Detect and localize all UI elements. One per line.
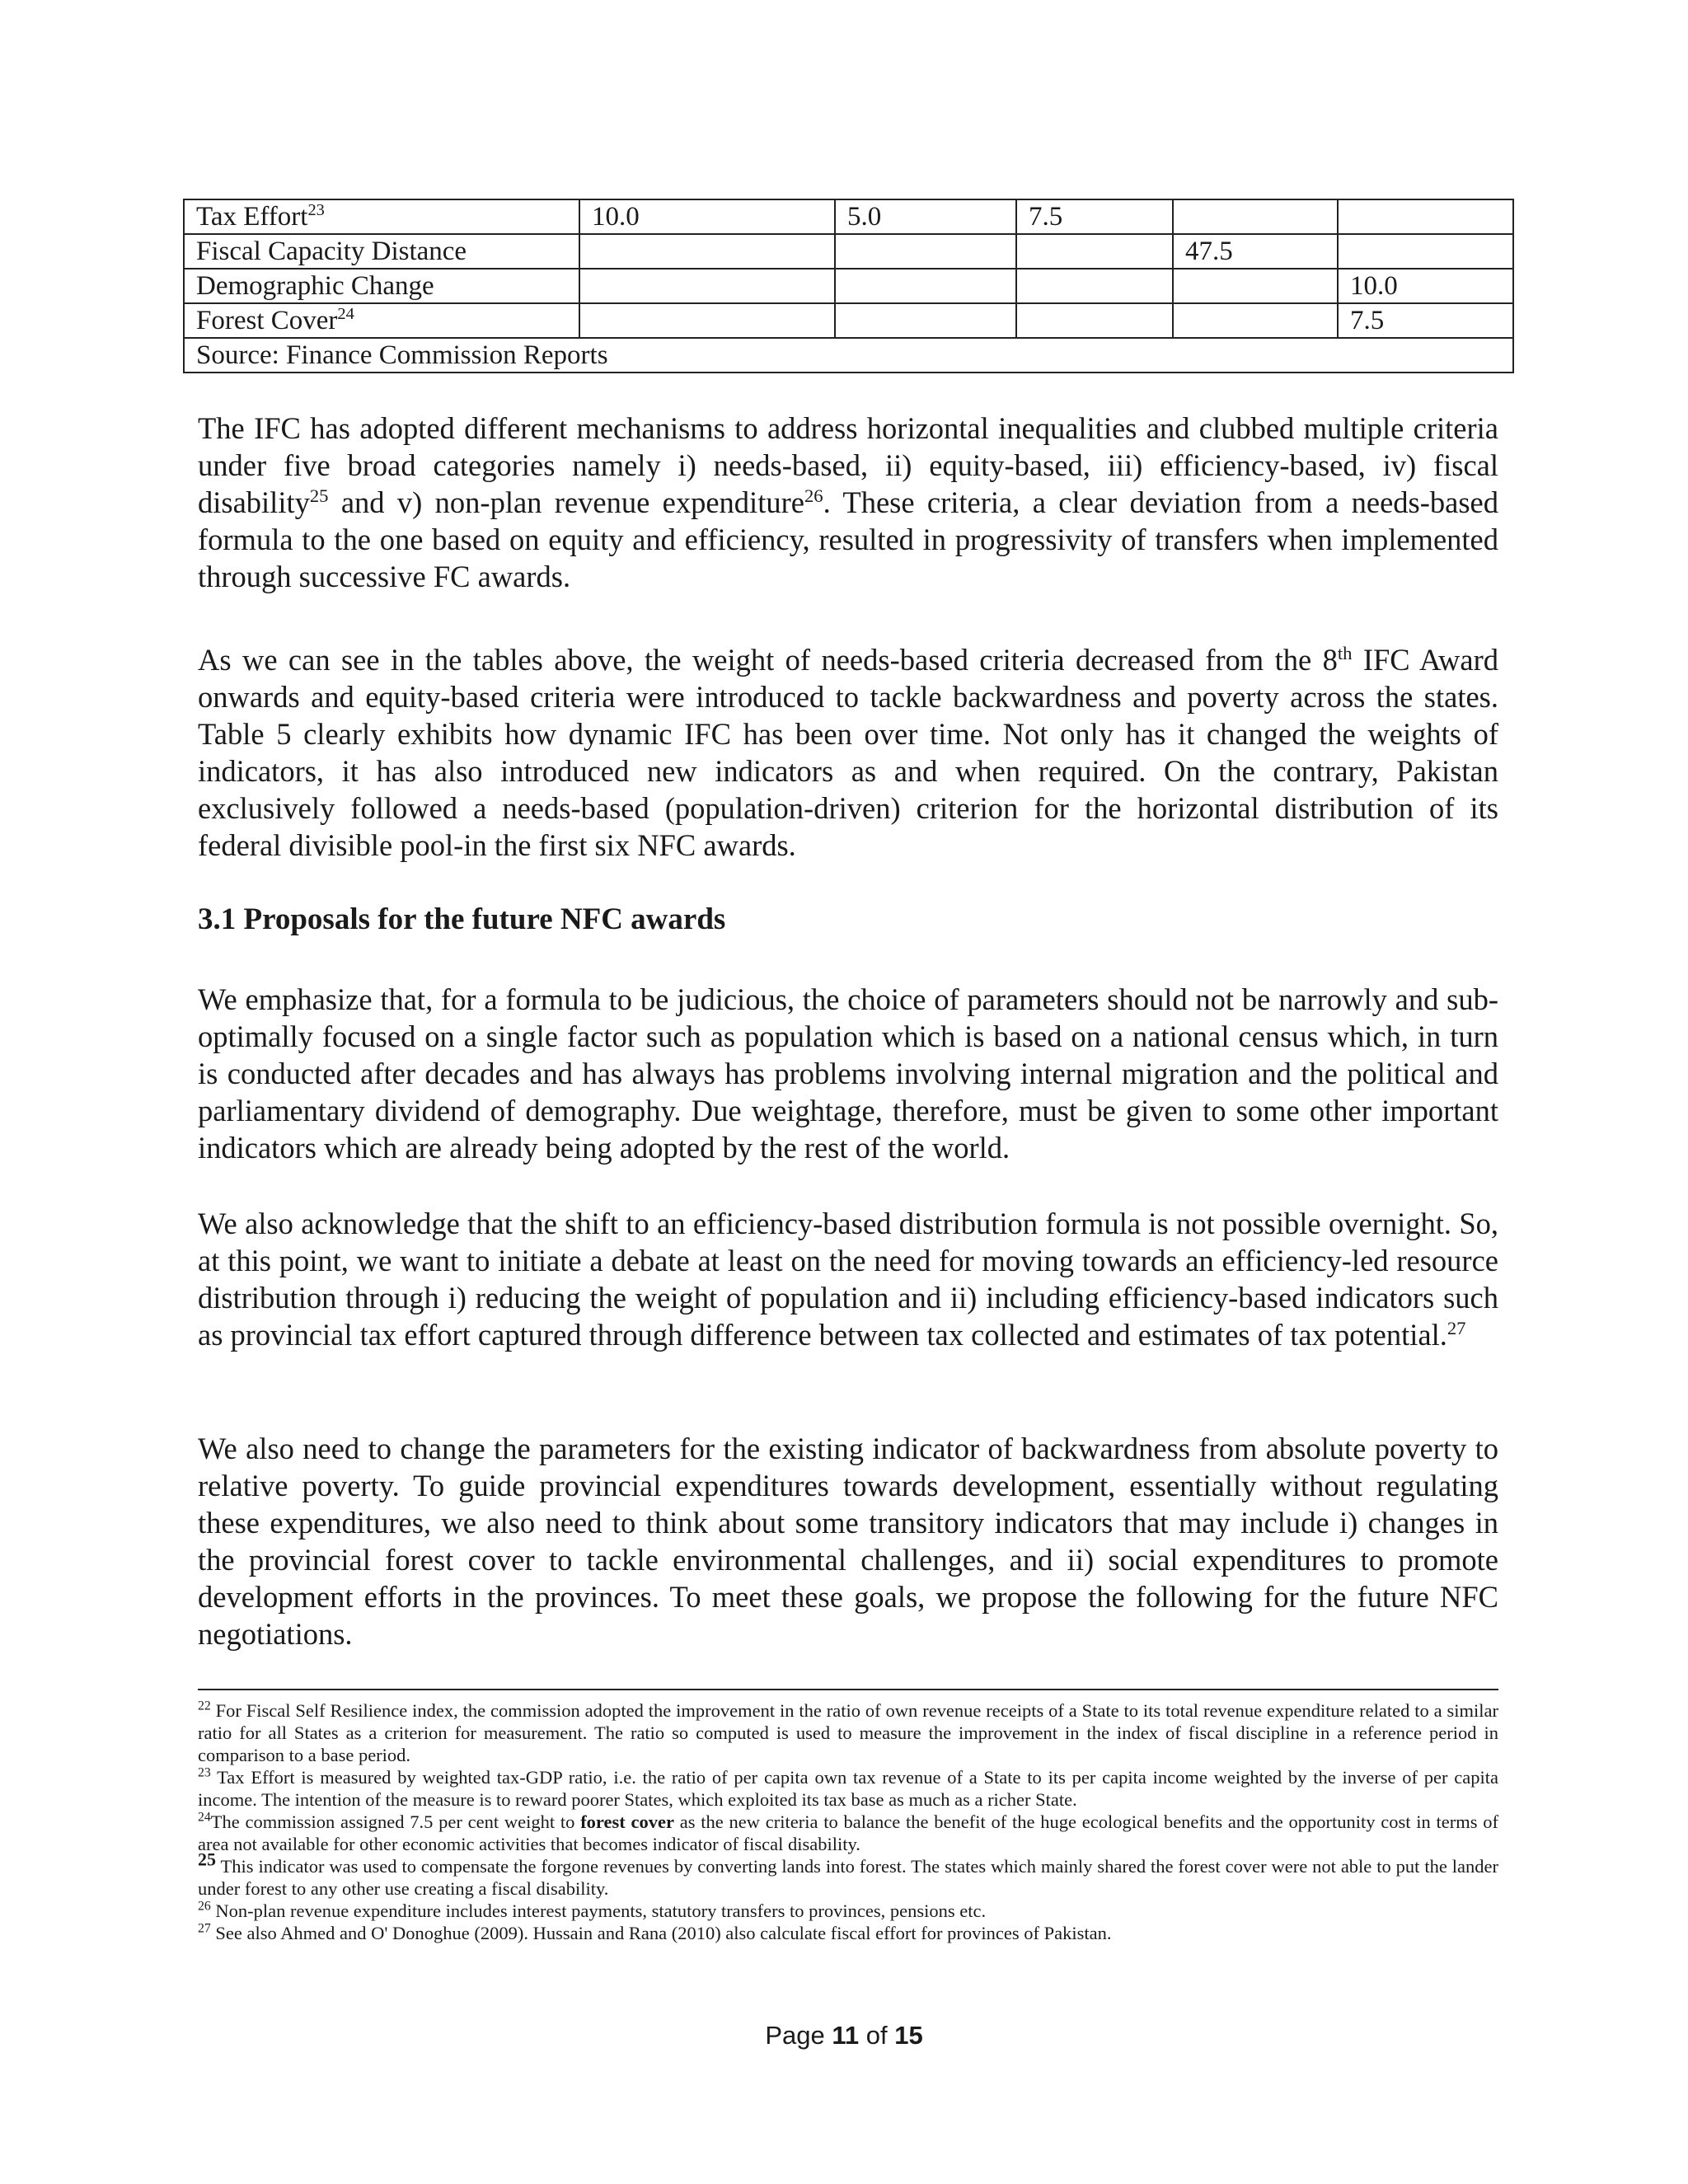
table-cell: 10.0 — [1338, 269, 1513, 303]
footnote-ref: 23 — [307, 201, 325, 219]
table-cell: 5.0 — [835, 199, 1016, 234]
table-cell — [1016, 234, 1173, 269]
table-cell: 10.0 — [579, 199, 835, 234]
table-cell — [835, 234, 1016, 269]
footnote: $^{23}$ Tax Effort is measured by weighted tax-GDP ratio, i.e. the ratio of per capita own tax revenue of a State to its per capita income weighted by the inverse of per capita income. The intention of the measure is to reward poorer States, which exploited its tax base as much as a richer State. — [198, 1765, 1498, 1810]
table-row-label: Fiscal Capacity Distance — [184, 234, 579, 269]
table-cell — [1173, 269, 1338, 303]
footnote-ref: 24 — [337, 305, 354, 323]
footnote-ref: 26 — [804, 485, 823, 506]
footnote: $^{26}$ Non-plan revenue expenditure includes interest payments, statutory transfers to provinces, pensions etc. — [198, 1899, 987, 1921]
footnote: $^{22}$ For Fiscal Self Resilience index, the commission adopted the improvement in the ratio of own revenue receipts of a State to its total revenue expenditure related to a similar ratio for all States as a criterion for measurement. The ratio so computed is used to measure the improvement in the index of fiscal discipline in a reference period in comparison to a base period. — [198, 1699, 1498, 1765]
table-cell — [579, 269, 835, 303]
table-row — [184, 234, 1513, 269]
table-cell — [1338, 199, 1513, 234]
table-row-label: Tax Effort$^{23}$ — [184, 199, 579, 234]
table-cell — [1016, 269, 1173, 303]
paragraph-formula-judicious: We emphasize that, for a formula to be judicious, the choice of parameters should not be narrowly and sub-optimally focused on a single factor such as population which is based on a national census which, in turn is conducted after decades and has always has problems involving internal migration and the political and parliamentary dividend of demography. Due weightage, therefore, must be given to some other important indicators which are already being adopted by the rest of the world. — [198, 982, 1498, 1165]
table-source-row — [184, 338, 1513, 373]
footnote-divider — [198, 1689, 1498, 1690]
table-cell — [1173, 199, 1338, 234]
table-cell — [835, 269, 1016, 303]
footnote-ref: 27 — [1447, 1317, 1466, 1338]
paragraph-efficiency-shift: We also acknowledge that the shift to an efficiency-based distribution formula is not possible overnight. So, at this point, we want to initiate a debate at least on the need for moving towards an efficiency-led resource distribution through i) reducing the weight of population and ii) including efficiency-based indicators such as provincial tax effort captured through difference between tax collected and estimates of tax potential.$^{27}$ — [198, 1207, 1498, 1352]
section-heading: 3.1 Proposals for the future NFC awards — [198, 902, 726, 936]
footnotes — [198, 1699, 1498, 1944]
paragraph-tables-above: As we can see in the tables above, the weight of needs-based criteria decreased from the 8th IFC Award onwards and equity-based criteria were introduced to tackle backwardness and poverty across the states. Table 5 clearly exhibits how dynamic IFC has been over time. Not only has it changed the weights of indicators, it has also introduced new indicators as and when required. On the contrary, Pakistan exclusively followed a needs-based (population-driven) criterion for the horizontal distribution of its federal divisible pool-in the first six NFC awards. — [198, 642, 1498, 862]
table-cell — [1173, 303, 1338, 338]
table-cell — [1016, 303, 1173, 338]
table-cell — [835, 303, 1016, 338]
footnote: $^{24}$The commission assigned 7.5 per cent weight to forest cover as the new criteria to balance the benefit of the huge ecological benefits and the opportunity cost in terms of area not available for other economic activities that becomes indicator of fiscal disability. — [198, 1810, 1498, 1854]
table-row — [184, 269, 1513, 303]
table-row-label: Demographic Change — [184, 269, 579, 303]
criteria-weights-table — [183, 199, 1514, 373]
table-cell — [579, 234, 835, 269]
table-cell — [1338, 234, 1513, 269]
table-cell: 7.5 — [1016, 199, 1173, 234]
table-source: Source: Finance Commission Reports — [184, 338, 1513, 373]
paragraph-ifc-mechanisms: The IFC has adopted different mechanisms to address horizontal inequalities and clubbed multiple criteria under five broad categories namely i) needs-based, ii) equity-based, iii) efficiency-based, iv) fiscal disability$^{25}$ and v) non-plan revenue expenditure$^{26}$. These criteria, a clear deviation from a needs-based formula to the one based on equity and efficiency, resulted in progressivity of transfers when implemented through successive FC awards. — [198, 411, 1498, 593]
table-row — [184, 199, 1513, 234]
table-row — [184, 303, 1513, 338]
table-cell: 7.5 — [1338, 303, 1513, 338]
table-cell — [579, 303, 835, 338]
table-cell: 47.5 — [1173, 234, 1338, 269]
page-number: Page 11 of 15 — [765, 2021, 923, 2050]
ordinal-suffix: th — [1337, 642, 1353, 663]
footnote-ref: 25 — [309, 485, 329, 506]
table-row-label: Forest Cover$^{24}$ — [184, 303, 579, 338]
footnote: $^{27}$ See also Ahmed and O' Donoghue (2009). Hussain and Rana (2010) also calculate fiscal effort for provinces of Pakistan. — [198, 1921, 1112, 1943]
paragraph-backwardness: We also need to change the parameters for the existing indicator of backwardness from absolute poverty to relative poverty. To guide provincial expenditures towards development, essentially without regulating these expenditures, we also need to think about some transitory indicators that may include i) changes in the provincial forest cover to tackle environmental challenges, and ii) social expenditures to promote development efforts in the provinces. To meet these goals, we propose the following for the future NFC negotiations. — [198, 1432, 1498, 1651]
footnote: 25 This indicator was used to compensate the forgone revenues by converting lands into forest. The states which mainly shared the forest cover were not able to put the lander under forest to any other use creating a fiscal disability. — [198, 1849, 1498, 1899]
